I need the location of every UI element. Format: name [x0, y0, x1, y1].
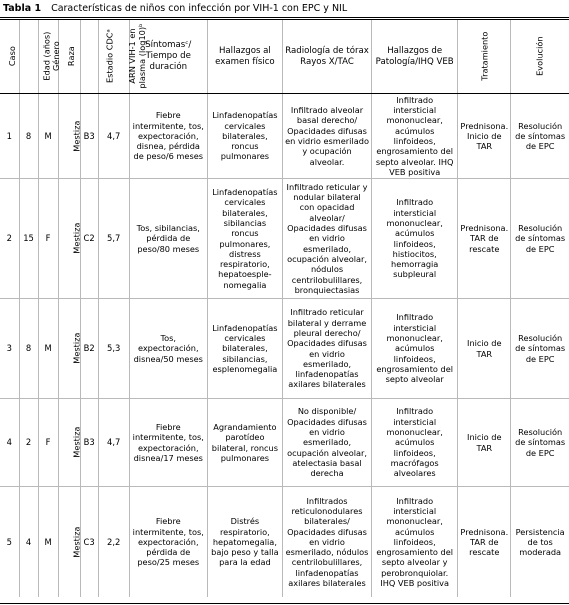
table-row	[0, 487, 569, 598]
header-genero: Género	[38, 20, 58, 94]
cell-evolucion: Resolución de síntomas de EPC	[511, 299, 569, 399]
cell-hallazgos: Linfadenopatías cervicales bilaterales, sibilancias, esplenomegalia	[207, 299, 282, 399]
cell-hallazgos: Linfadenopatías cervicales bilaterales, sibilancias roncus pulmonares, distress respiratorio, hepatoesple-nomegalia	[207, 179, 282, 299]
top-rule-1	[0, 17, 569, 18]
cell-patologia: Infiltrado intersticial mononuclear, acúmulos linfoideos, engrosamiento del septo alveolar	[372, 299, 458, 399]
header-sintomas: Síntomasᶜ/ Tiempo de duración	[129, 20, 207, 94]
cell-patologia: Infiltrado intersticial mononuclear, acúmulos linfoideos, macrófagos alveolares	[372, 399, 458, 487]
cell-genero: M	[38, 299, 58, 399]
header-tratamiento: Tratamiento	[458, 20, 511, 94]
cell-genero: M	[38, 487, 58, 598]
cell-sintomas: Fiebre intermitente, tos, expectoración, disnea, pérdida de peso/6 meses	[129, 94, 207, 179]
header-patologia: Hallazgos de Patología/IHQ VEB	[372, 20, 458, 94]
table-label: Tabla 1	[3, 3, 42, 14]
cell-arn: 4,7	[98, 94, 129, 179]
table-row	[0, 179, 569, 299]
cell-sintomas: Tos, expectoración, disnea/50 meses	[129, 299, 207, 399]
cell-patologia: Infiltrado intersticial mononuclear, acúmulos linfoideos, engrosamiento del septo alveolar y perobronquiolar. IHQ VEB positiva	[372, 487, 458, 598]
table-caption	[3, 2, 347, 16]
cell-arn: 5,7	[98, 179, 129, 299]
cell-caso: 4	[0, 399, 19, 487]
cell-evolucion: Persistencia de tos moderada	[515, 526, 565, 558]
cell-edad: 8	[19, 94, 38, 179]
cell-edad: 8	[19, 299, 38, 399]
cell-arn: 4,7	[98, 399, 129, 487]
cell-caso: 2	[0, 179, 19, 299]
table-row	[0, 299, 569, 399]
cell-sintomas: Fiebre intermitente, tos, expectoración, disnea/17 meses	[129, 399, 207, 487]
header-radiologia: Radiología de tórax Rayos X/TAC	[282, 20, 371, 94]
cell-caso: 5	[0, 487, 19, 598]
cell-edad: 4	[19, 487, 38, 598]
cell-estadio: C3	[80, 487, 98, 598]
header-estadio: Estadio CDCᵃ	[80, 20, 98, 94]
cell-genero: F	[38, 179, 58, 299]
cell-sintomas: Tos, sibilancias, pérdida de peso/80 meses	[129, 179, 207, 299]
cell-estadio: B3	[80, 399, 98, 487]
cell-estadio: C2	[80, 179, 98, 299]
header-evolucion: Evolución	[511, 20, 569, 94]
header-hallazgos: Hallazgos al examen físico	[207, 20, 282, 94]
cell-caso: 3	[0, 299, 19, 399]
cell-caso: 1	[0, 94, 19, 179]
table-row	[0, 94, 569, 179]
cell-genero: F	[38, 399, 58, 487]
cell-evolucion: Resolución de síntomas de EPC	[511, 94, 569, 179]
cell-radiologia: No disponible/ Opacidades difusas en vidrio esmerilado, ocupación alveolar, atelectasia basal derecha	[282, 399, 371, 487]
cell-tratamiento: Prednisona. Inicio de TAR	[458, 94, 511, 179]
cell-sintomas: Fiebre intermitente, tos, expectoración, pérdida de peso/25 meses	[129, 487, 207, 598]
cell-radiologia: Infiltrado reticular bilateral y derrame pleural derecho/ Opacidades difusas en vidrio esmerilado, linfadenopatías axilares bilaterales	[282, 299, 371, 399]
table-title: Características de niños con infección por VIH-1 con EPC y NIL	[51, 3, 348, 14]
cell-radiologia: Infiltrado reticular y nodular bilateral con opacidad alveolar/ Opacidades difusas en vidrio esmerilado, ocupación alveolar, nódulos centrilobulillares, bronquiectasias	[282, 179, 371, 299]
cell-tratamiento: Prednisona. TAR de rescate	[458, 487, 511, 598]
header-caso: Caso	[0, 20, 19, 94]
cell-raza: Mestiza	[58, 399, 80, 487]
cell-tratamiento: Inicio de TAR	[458, 399, 511, 487]
cell-patologia: Infiltrado intersticial mononuclear, acúmulos linfoideos, engrosamiento del septo alveolar. IHQ VEB positiva	[372, 94, 458, 179]
cell-edad: 15	[19, 179, 38, 299]
header-raza: Raza	[58, 20, 80, 94]
cell-tratamiento: Prednisona. TAR de rescate	[458, 179, 511, 299]
cell-raza: Mestiza	[58, 94, 80, 179]
cell-radiologia: Infiltrado alveolar basal derecho/ Opacidades difusas en vidrio esmerilado y ocupación alveolar.	[282, 94, 371, 179]
cell-hallazgos: Distrés respiratorio, hepatomegalia, bajo peso y talla para la edad	[207, 487, 282, 598]
cell-raza: Mestiza	[58, 299, 80, 399]
header-row	[0, 20, 569, 94]
cell-radiologia: Infiltrados reticulonodulares bilaterales/ Opacidades difusas en vidrio esmerilado, nódulos centrilobulillares, linfadenopatías axilares bilaterales	[282, 487, 371, 598]
cell-evolucion: Resolución de síntomas de EPC	[511, 179, 569, 299]
cell-edad: 2	[19, 399, 38, 487]
cell-arn: 2,2	[98, 487, 129, 598]
cell-arn: 5,3	[98, 299, 129, 399]
cell-estadio: B2	[80, 299, 98, 399]
header-edad: Edad (años)	[19, 20, 38, 94]
cell-tratamiento: Inicio de TAR	[458, 299, 511, 399]
header-arn: ARN VIH-1 en plasma (log10)ᵇ	[98, 20, 129, 94]
cell-raza: Mestiza	[58, 487, 80, 598]
cell-genero: M	[38, 94, 58, 179]
bottom-rule	[0, 603, 569, 604]
cell-patologia: Infiltrado intersticial mononuclear, acúmulos linfoideos, histiocitos, hemorragia subpleural	[372, 179, 458, 299]
cell-hallazgos: Agrandamiento parotídeo bilateral, roncus pulmonares	[207, 399, 282, 487]
table-row	[0, 399, 569, 487]
cell-raza: Mestiza	[58, 179, 80, 299]
cell-evolucion: Resolución de síntomas de EPC	[511, 399, 569, 487]
cell-estadio: B3	[80, 94, 98, 179]
cell-hallazgos: Linfadenopatías cervicales bilaterales, roncus pulmonares	[207, 94, 282, 179]
characteristics-table	[0, 20, 569, 597]
